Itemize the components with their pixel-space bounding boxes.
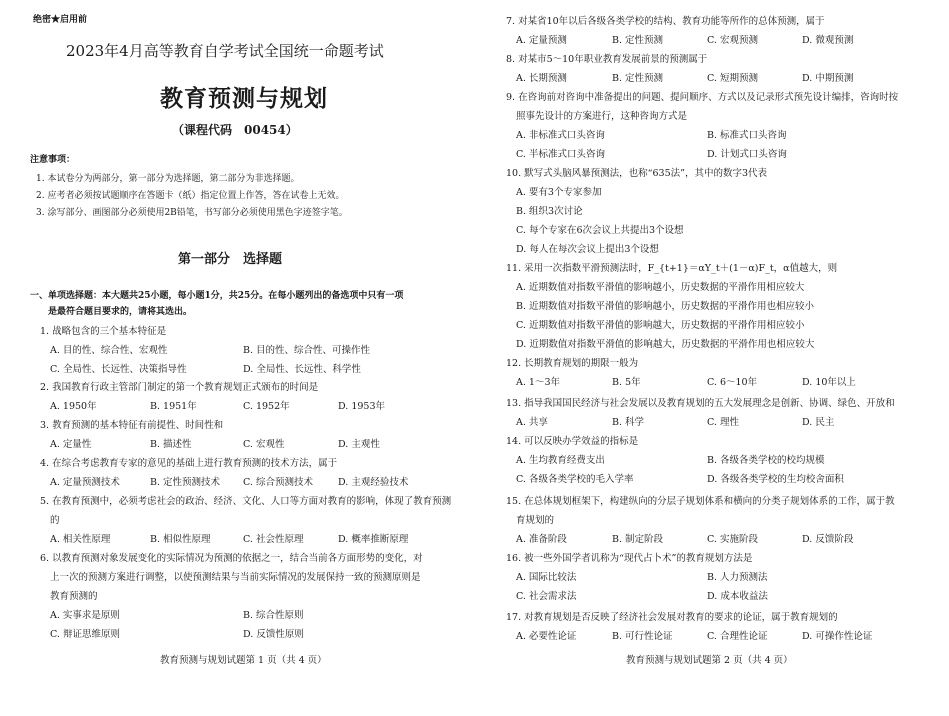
option-a: A. 相关性原理 [50,534,111,545]
question-stem: 10. 默写式头脑风暴预测法，也称“635法”，其中的数字3代表 [506,168,768,179]
subject-title: 教育预测与规划 [160,85,328,112]
option-b: B. 组织3次讨论 [516,206,583,217]
question-stem: 3. 教育预测的基本特征有前提性、时间性和 [40,420,224,431]
question-stem: 15. 在总体规划框架下，构建纵向的分层子规划体系和横向的分类子规划体系的工作，属于教 [506,496,895,507]
question-stem: 5. 在教育预测中，必须考虑社会的政治、经济、文化、人口等方面对教育的影响，体现了教育预测 [40,496,452,507]
option-a: A. 定量性 [50,439,92,450]
option-a: A. 非标准式口头咨询 [516,130,605,141]
option-c: C. 6～10年 [707,377,758,388]
section-intro: 一、单项选择题：本大题共25小题，每小题1分，共25分。在每小题列出的备选项中只有一项 [30,291,404,301]
page-2 [474,0,949,716]
question-stem: 11. 采用一次指数平滑预测法时，F_{t+1}＝αY_t＋(1－α)F_t，α值越大，则 [506,263,838,274]
question-stem-cont: 上一次的预测方案进行调整，以使预测结果与当前实际情况的发展保持一致的预测原则是 [50,572,421,583]
option-d: D. 成本收益法 [707,591,768,602]
option-b: B. 近期数值对指数平滑值的影响越小，历史数据的平滑作用也相应较小 [516,301,815,312]
question-stem: 7. 对某省10年以后各级各类学校的结构、教育功能等所作的总体预测，属于 [506,16,825,27]
option-a: A. 近期数值对指数平滑值的影响越小，历史数据的平滑作用相应较大 [516,282,805,293]
page-1 [0,0,474,716]
option-b: B. 综合性原则 [243,610,304,621]
option-d: D. 中期预测 [802,73,854,84]
question-stem: 4. 在综合考虑教育专家的意见的基础上进行教育预测的技术方法，属于 [40,458,338,469]
option-d: D. 微观预测 [802,35,854,46]
question-stem: 1. 战略包含的三个基本特征是 [40,326,167,337]
option-b: B. 5年 [612,377,641,388]
option-a: A. 目的性、综合性、宏观性 [50,345,168,356]
option-c: C. 近期数值对指数平滑值的影响越大，历史数据的平滑作用相应较小 [516,320,805,331]
option-d: D. 1953年 [338,401,385,412]
option-a: A. 准备阶段 [516,534,567,545]
option-d: D. 反馈性原则 [243,629,304,640]
option-c: C. 实施阶段 [707,534,758,545]
question-stem: 8. 对某市5～10年职业教育发展前景的预测属于 [506,54,708,65]
question-stem: 9. 在咨询前对咨询中准备提出的问题、提问顺序、方式以及记录形式预先设计编排，咨询时按 [506,92,899,103]
option-b: B. 制定阶段 [612,534,664,545]
option-d: D. 可操作性论证 [802,631,873,642]
option-b: B. 目的性、综合性、可操作性 [243,345,371,356]
option-a: A. 必要性论证 [516,631,577,642]
note-item: 3. 涂写部分、画图部分必须使用2B铅笔，书写部分必须使用黑色字迹签字笔。 [36,208,348,218]
note-item: 1. 本试卷分为两部分，第一部分为选择题，第二部分为非选择题。 [36,174,300,184]
option-d: D. 全局性、长远性、科学性 [243,364,361,375]
exam-title: 2023年4月高等教育自学考试全国统一命题考试 [66,42,384,60]
question-stem: 13. 指导我国国民经济与社会发展以及教育规划的五大发展理念是创新、协调、绿色、开放和 [506,398,895,409]
question-stem: 12. 长期教育规划的期限一般为 [506,358,639,369]
option-d: D. 10年以上 [802,377,856,388]
option-b: B. 人力预测法 [707,572,768,583]
option-b: B. 定性预测技术 [150,477,221,488]
option-a: A. 定量预测技术 [50,477,120,488]
option-d: D. 主观性 [338,439,380,450]
option-b: B. 1951年 [150,401,197,412]
page-footer: 教育预测与规划试题第 1 页（共 4 页） [160,655,327,666]
question-stem-cont: 的 [50,515,60,526]
part-title: 第一部分 选择题 [178,252,283,267]
option-d: D. 近期数值对指数平滑值的影响越大，历史数据的平滑作用也相应较大 [516,339,815,350]
option-c: C. 各级各类学校的毛入学率 [516,474,634,485]
option-d: D. 民主 [802,417,835,428]
option-a: A. 要有3个专家参加 [516,187,602,198]
option-a: A. 1～3年 [516,377,560,388]
option-c: C. 综合预测技术 [243,477,313,488]
option-a: A. 实事求是原则 [50,610,120,621]
option-b: B. 可行性论证 [612,631,673,642]
option-d: D. 概率推断原理 [338,534,409,545]
option-c: C. 每个专家在6次会议上共提出3个设想 [516,225,684,236]
course-code: （课程代码 00454） [172,123,298,137]
notes-title: 注意事项： [30,155,76,165]
option-b: B. 标准式口头咨询 [707,130,787,141]
option-c: C. 宏观预测 [707,35,758,46]
option-b: B. 各级各类学校的校均规模 [707,455,825,466]
question-stem: 2. 我国教育行政主管部门制定的第一个教育规划正式颁布的时间是 [40,382,319,393]
option-a: A. 定量预测 [516,35,567,46]
option-a: A. 长期预测 [516,73,567,84]
option-c: C. 理性 [707,417,739,428]
option-c: C. 宏观性 [243,439,285,450]
option-c: C. 全局性、长远性、决策指导性 [50,364,187,375]
option-d: D. 反馈阶段 [802,534,854,545]
option-d: D. 各级各类学校的生均校舍面积 [707,474,844,485]
option-b: B. 定性预测 [612,35,664,46]
option-c: C. 合理性论证 [707,631,768,642]
page-footer: 教育预测与规划试题第 2 页（共 4 页） [626,655,793,666]
option-a: A. 共享 [516,417,548,428]
option-d: D. 每人在每次会议上提出3个设想 [516,244,659,255]
section-intro: 是最符合题目要求的，请将其选出。 [48,307,193,317]
option-b: B. 定性预测 [612,73,664,84]
question-stem: 6. 以教育预测对象发展变化的实际情况为预测的依据之一，结合当前各方面形势的变化，对 [40,553,423,564]
option-d: D. 主观经验技术 [338,477,409,488]
option-a: A. 1950年 [50,401,97,412]
option-b: B. 描述性 [150,439,192,450]
note-item: 2. 应考者必须按试题顺序在答题卡（纸）指定位置上作答，答在试卷上无效。 [36,191,345,201]
option-b: B. 相似性原理 [150,534,211,545]
option-c: C. 社会需求法 [516,591,577,602]
option-c: C. 短期预测 [707,73,758,84]
option-c: C. 半标准式口头咨询 [516,149,605,160]
option-c: C. 社会性原理 [243,534,304,545]
option-b: B. 科学 [612,417,645,428]
option-a: A. 国际比较法 [516,572,577,583]
question-stem: 16. 被一些外国学者讥称为“现代占卜术”的教育规划方法是 [506,553,753,564]
question-stem: 14. 可以反映办学效益的指标是 [506,436,639,447]
option-c: C. 辩证思维原则 [50,629,120,640]
option-c: C. 1952年 [243,401,290,412]
question-stem: 17. 对教育规划是否反映了经济社会发展对教育的要求的论证，属于教育规划的 [506,612,838,623]
question-stem-cont: 照事先设计的方案进行，这种咨询方式是 [516,111,688,122]
question-stem-cont: 育规划的 [516,515,555,526]
question-stem-cont: 教育预测的 [50,591,98,602]
confidential-mark: 绝密★启用前 [33,15,88,25]
option-a: A. 生均教育经费支出 [516,455,605,466]
option-d: D. 计划式口头咨询 [707,149,787,160]
